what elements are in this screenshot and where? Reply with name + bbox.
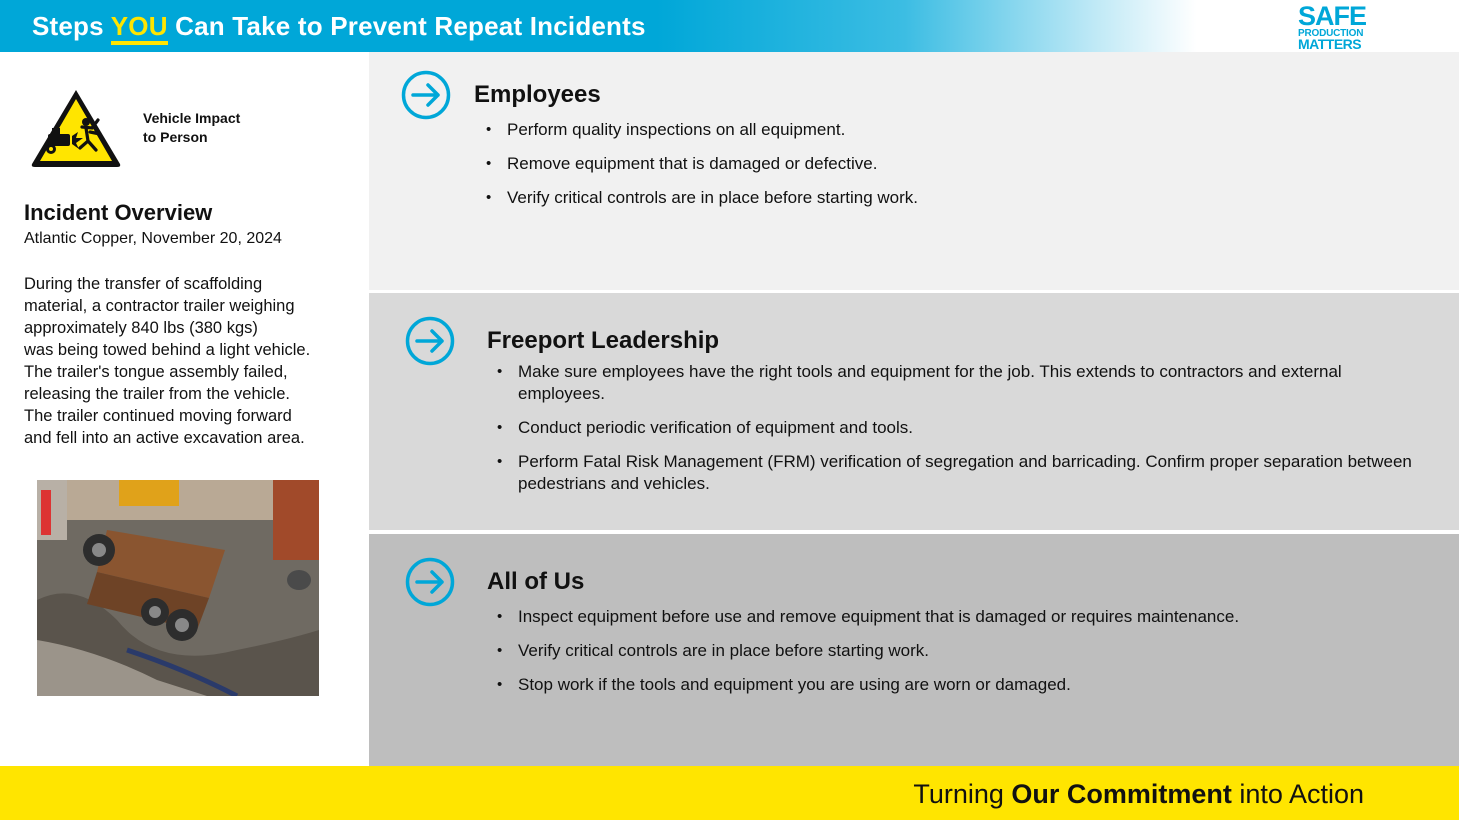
hazard-label-line-1: Vehicle Impact <box>143 110 241 126</box>
logo-line-1: SAFE <box>1298 1 1367 31</box>
footer-text-after: into Action <box>1231 779 1364 809</box>
list-item: • Conduct periodic verification of equipment and tools. <box>497 417 1417 439</box>
section-freeport-leadership <box>369 293 1459 530</box>
section-bullet-list <box>497 606 1417 708</box>
list-item: • Remove equipment that is damaged or defective. <box>486 153 1426 175</box>
title-after: Can Take to Prevent Repeat Incidents <box>167 11 646 41</box>
list-item: • Make sure employees have the right tools and equipment for the job. This extends to contractors and external employees. <box>497 361 1417 405</box>
section-title: All of Us <box>487 568 585 595</box>
incident-overview-panel <box>0 52 369 766</box>
arrow-circle-right-icon <box>400 69 452 121</box>
section-title: Freeport Leadership <box>487 327 720 354</box>
overview-body: During the transfer of scaffolding material, a contractor trailer weighing approximately 840 lbs (380 kgs) was being towed behind a light vehicle. The trailer's tongue assembly failed, releasing the trailer from the vehicle. The trailer continued moving forward and fell into an active excavation area. <box>24 275 311 447</box>
header-bar <box>0 0 1459 52</box>
list-item: • Inspect equipment before use and remove equipment that is damaged or requires maintenance. <box>497 606 1417 628</box>
logo-line-2: PRODUCTION <box>1298 28 1364 39</box>
list-item: • Verify critical controls are in place before starting work. <box>486 187 1426 209</box>
section-all-of-us <box>369 534 1459 766</box>
overview-title: Incident Overview <box>24 200 213 225</box>
page-title <box>32 11 646 42</box>
title-highlight: YOU <box>111 11 168 45</box>
title-before: Steps <box>32 11 111 41</box>
section-bullet-list <box>497 361 1417 507</box>
hazard-label <box>143 109 240 147</box>
overview-subtitle: Atlantic Copper, November 20, 2024 <box>24 230 282 247</box>
vehicle-impact-warning-icon <box>28 86 124 170</box>
list-item: • Perform Fatal Risk Management (FRM) verification of segregation and barricading. Confirm proper separation between pedestrians and vehicles. <box>497 451 1417 495</box>
section-employees <box>369 52 1459 290</box>
footer-tagline <box>913 779 1364 810</box>
list-item: • Perform quality inspections on all equipment. <box>486 119 1426 141</box>
footer-text-before: Turning <box>913 779 1012 809</box>
hazard-label-line-2: to Person <box>143 129 208 145</box>
incident-photo <box>37 480 319 696</box>
footer-text-bold: Our Commitment <box>1011 779 1232 809</box>
logo-line-3: MATTERS <box>1298 36 1362 52</box>
section-title: Employees <box>474 81 601 108</box>
section-bullet-list <box>486 119 1426 221</box>
list-item: • Stop work if the tools and equipment you are using are worn or damaged. <box>497 674 1417 696</box>
safe-production-matters-logo <box>1298 1 1378 52</box>
footer-bar <box>0 766 1459 820</box>
list-item: • Verify critical controls are in place before starting work. <box>497 640 1417 662</box>
arrow-circle-right-icon <box>404 315 456 367</box>
arrow-circle-right-icon <box>404 556 456 608</box>
